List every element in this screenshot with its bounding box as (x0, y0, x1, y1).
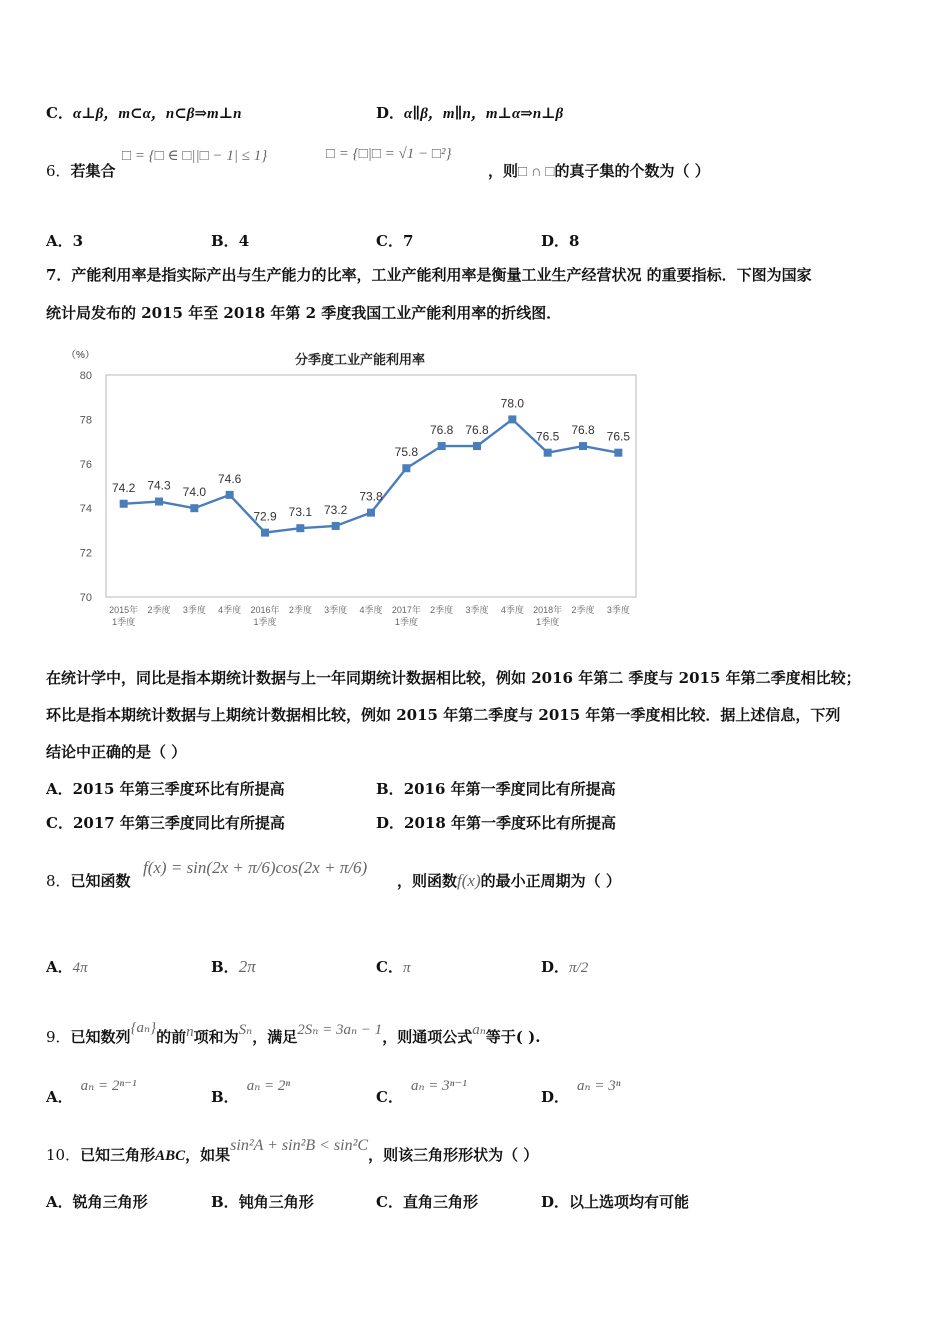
q9-option-c-text: aₙ = 3ⁿ⁻¹ (410, 1078, 467, 1094)
q10-stem-post: ，则该三角形形状为（ ） (368, 1146, 539, 1164)
q10-option-a-label: A． (46, 1193, 73, 1211)
q9-option-d[interactable] (541, 1078, 621, 1107)
chart-point (367, 509, 375, 517)
q8-option-a-text: 4π (72, 960, 88, 976)
chart-data-label: 74.6 (217, 471, 242, 486)
q6-option-c-label: C． (376, 232, 403, 250)
chart-point (402, 464, 410, 472)
chart-x-tick: 4季度 (359, 605, 383, 615)
q5-option-c-text: α⊥β，m⊂α，n⊂β⇒m⊥n (72, 106, 242, 122)
q8-option-c-label: C． (376, 958, 403, 976)
q9-stem-d: ，满足 (252, 1028, 298, 1046)
q6-stem (46, 160, 116, 181)
q9-option-a-label: A． (46, 1088, 73, 1106)
chart-x-tick: 2015年 (109, 605, 139, 615)
q8-option-d[interactable] (541, 956, 588, 977)
q7-explain-line1: 在统计学中，同比是指本期统计数据与上一年同期统计数据相比较，例如 2016 年第二 季度与 2015 年第二季度相比较； (46, 669, 861, 687)
q9-stem (46, 1020, 541, 1047)
q6-option-d-text: 8 (569, 232, 580, 250)
chart-data-label: 74.0 (182, 485, 207, 500)
chart-x-tick: 2季度 (571, 605, 595, 615)
chart-point (120, 500, 128, 508)
chart-x-tick-sub: 1季度 (253, 617, 277, 627)
q6-option-d[interactable] (541, 230, 579, 251)
q9-sn: Sₙ (238, 1022, 253, 1038)
q8-option-a-label: A． (46, 958, 73, 976)
q10-stem-pre: 已知三角形 (80, 1146, 156, 1164)
q9-option-a[interactable] (46, 1078, 137, 1107)
chart-x-tick: 3季度 (182, 605, 206, 615)
q8-option-b-text: 2π (238, 957, 256, 976)
q8-stem-lead (46, 870, 131, 891)
chart-data-label: 73.1 (288, 505, 313, 520)
chart-x-tick: 3季度 (324, 605, 348, 615)
q7-option-c[interactable] (46, 812, 285, 833)
chart-point (508, 415, 516, 423)
chart-x-tick-sub: 1季度 (112, 617, 136, 627)
q8-option-b[interactable] (211, 956, 256, 977)
q9-option-c-label: C． (376, 1088, 403, 1106)
q6-set-a: □ = {□ ∈ □||□ − 1| ≤ 1} (122, 148, 268, 164)
q9-option-b-label: B． (211, 1088, 239, 1106)
chart-data-label: 78.0 (500, 396, 525, 411)
chart-data-label: 75.8 (394, 445, 419, 460)
chart-y-tick: 70 (79, 592, 92, 604)
q8-stem-tail (397, 870, 621, 891)
chart-point (438, 442, 446, 450)
chart-point (296, 524, 304, 532)
q9-option-a-text: aₙ = 2ⁿ⁻¹ (80, 1078, 137, 1094)
q9-cond: 2Sₙ = 3aₙ − 1 (297, 1022, 383, 1038)
chart-y-tick: 76 (79, 458, 92, 471)
q7-option-a-label: A． (46, 780, 73, 798)
chart-x-tick: 3季度 (606, 605, 630, 615)
q10-option-d-text: 以上选项均有可能 (569, 1193, 690, 1211)
q7-stem-line1: 7．产能利用率是指实际产出与生产能力的比率，工业产能利用率是衡量工业生产经营状况 的重要指标．下图为国家 (46, 266, 812, 284)
chart-x-tick: 2季度 (288, 605, 312, 615)
q10-stem-mid: ，如果 (185, 1146, 231, 1164)
q10-number: 10． (46, 1146, 81, 1164)
q6-option-b[interactable] (211, 230, 249, 251)
chart-data-label: 73.8 (359, 489, 383, 504)
q10-option-b-label: B． (211, 1193, 239, 1211)
q5-option-d-text: α∥β，m∥n，m⊥α⇒n⊥β (404, 106, 564, 122)
q8-stem-pre: 已知函数 (70, 872, 131, 890)
chart-point (473, 442, 481, 450)
q7-option-c-text: 2017 年第三季度同比有所提高 (72, 814, 285, 832)
q7-explain-line2: 环比是指本期统计数据与上期统计数据相比较，例如 2015 年第二季度与 2015 年第一季度相比较．据上述信息，下列 (46, 706, 841, 724)
chart-y-tick: 80 (79, 370, 92, 382)
chart-title: 分季度工业产能利用率 (294, 352, 426, 367)
q9-stem-a: 已知数列 (70, 1028, 131, 1046)
q6-option-a-text: 3 (72, 232, 84, 250)
q9-stem-c: 项和为 (193, 1028, 239, 1046)
q9-number: 9． (46, 1028, 71, 1046)
q9-an: aₙ (472, 1022, 486, 1038)
q6-stem-pre: 若集合 (70, 162, 116, 180)
q8-stem-mid: ，则函数 (397, 872, 458, 890)
q6-option-a-label: A． (46, 232, 73, 250)
q8-option-a[interactable] (46, 956, 88, 977)
chart-y-tick: 74 (79, 503, 92, 516)
chart-y-tick: 78 (79, 414, 92, 427)
q10-option-c-text: 直角三角形 (402, 1193, 478, 1211)
chart-point (190, 504, 198, 512)
q6-option-b-label: B． (211, 232, 239, 250)
chart-point (155, 498, 163, 506)
q9-stem-e: ，则通项公式 (382, 1028, 473, 1046)
q8-option-d-label: D． (541, 958, 570, 976)
q10-option-d-label: D． (541, 1193, 570, 1211)
q7-explain-line3: 结论中正确的是（ ） (46, 743, 187, 761)
chart-point (544, 449, 552, 457)
q9-option-b-text: aₙ = 2ⁿ (246, 1078, 291, 1094)
q6-set-b: □ = {□|□ = √1 − □²} (326, 146, 452, 162)
q10-option-c[interactable] (376, 1191, 478, 1212)
chart-data-label: 76.5 (606, 429, 631, 444)
q6-stem-post: 的真子集的个数为（ ） (554, 162, 710, 180)
q6-option-c[interactable] (376, 230, 413, 251)
q10-option-b-text: 钝角三角形 (238, 1193, 314, 1211)
chart-data-label: 76.8 (465, 423, 489, 438)
q7-option-b-text: 2016 年第一季度同比有所提高 (403, 780, 616, 798)
q8-option-c[interactable] (376, 956, 410, 977)
q9-n: n (186, 1024, 194, 1040)
q8-fx: f(x) (457, 871, 481, 890)
chart-data-label: 74.2 (111, 480, 136, 495)
q5-option-d-label: D． (376, 104, 405, 122)
chart-data-label: 73.2 (323, 502, 348, 517)
q5-option-d[interactable] (376, 102, 563, 123)
q6-option-d-label: D． (541, 232, 570, 250)
q7-stem-line2: 统计局发布的 2015 年至 2018 年第 2 季度我国工业产能利用率的折线图． (46, 304, 562, 322)
chart-data-label: 72.9 (253, 509, 277, 524)
chart-x-tick: 4季度 (500, 605, 524, 615)
q7-line-chart (64, 340, 644, 635)
q7-option-d-label: D． (376, 814, 405, 832)
chart-x-tick-sub: 1季度 (536, 617, 560, 627)
chart-point (226, 491, 234, 499)
q10-option-c-label: C． (376, 1193, 403, 1211)
chart-x-tick: 3季度 (465, 605, 489, 615)
q6-intersect: □ ∩ □ (518, 164, 555, 180)
q7-option-d[interactable] (376, 812, 616, 833)
q6-stem-tail (488, 160, 710, 181)
chart-data-label: 74.3 (147, 478, 171, 493)
q5-option-c[interactable] (46, 102, 241, 123)
q9-option-c[interactable] (376, 1078, 467, 1107)
q10-abc: ABC (155, 1148, 186, 1164)
chart-x-tick: 2016年 (250, 605, 280, 615)
q8-option-b-label: B． (211, 958, 239, 976)
q9-stem-f: 等于( ). (485, 1028, 541, 1046)
q7-option-b[interactable] (376, 778, 616, 799)
chart-x-tick: 2017年 (391, 605, 421, 615)
q10-option-a[interactable] (46, 1191, 148, 1212)
q6-stem-mid: ，则 (488, 162, 519, 180)
q10-ineq: sin²A + sin²B < sin²C (230, 1137, 369, 1154)
q9-option-d-text: aₙ = 3ⁿ (577, 1078, 621, 1094)
q6-option-b-text: 4 (238, 232, 250, 250)
q8-option-d-text: π/2 (569, 960, 589, 976)
q8-number: 8． (46, 872, 71, 890)
q9-option-b[interactable] (211, 1078, 291, 1107)
q10-option-a-text: 锐角三角形 (72, 1193, 148, 1211)
chart-y-tick: 72 (79, 547, 92, 560)
q9-seq: {aₙ} (130, 1020, 157, 1036)
chart-x-tick-sub: 1季度 (394, 617, 418, 627)
q9-stem-b: 的前 (156, 1028, 187, 1046)
chart-point (579, 442, 587, 450)
q6-option-a[interactable] (46, 230, 83, 251)
q10-stem (46, 1137, 539, 1165)
q8-formula: f(x) = sin(2x + π/6)cos(2x + π/6) (143, 858, 368, 877)
q10-option-d[interactable] (541, 1191, 689, 1212)
chart-data-label: 76.8 (429, 423, 454, 438)
q8-option-c-text: π (402, 960, 411, 976)
q7-option-a[interactable] (46, 778, 285, 799)
q8-stem-post: 的最小正周期为（ ） (480, 872, 621, 890)
chart-point (614, 449, 622, 457)
q6-number: 6． (46, 162, 71, 180)
chart-point (332, 522, 340, 530)
q10-option-b[interactable] (211, 1191, 314, 1212)
chart-x-tick: 4季度 (218, 605, 242, 615)
q9-option-d-label: D． (541, 1088, 570, 1106)
chart-y-unit: （%） (66, 350, 95, 361)
q7-option-b-label: B． (376, 780, 404, 798)
chart-data-label: 76.5 (535, 429, 560, 444)
chart-data-label: 76.8 (571, 423, 595, 438)
chart-x-tick: 2季度 (430, 605, 454, 615)
chart-x-tick: 2018年 (533, 605, 563, 615)
q7-option-c-label: C． (46, 814, 73, 832)
q7-option-d-text: 2018 年第一季度环比有所提高 (404, 814, 616, 832)
q5-option-c-label: C． (46, 104, 73, 122)
q7-option-a-text: 2015 年第三季度环比有所提高 (72, 780, 285, 798)
q6-option-c-text: 7 (402, 232, 414, 250)
chart-point (261, 529, 269, 537)
chart-x-tick: 2季度 (147, 605, 171, 615)
